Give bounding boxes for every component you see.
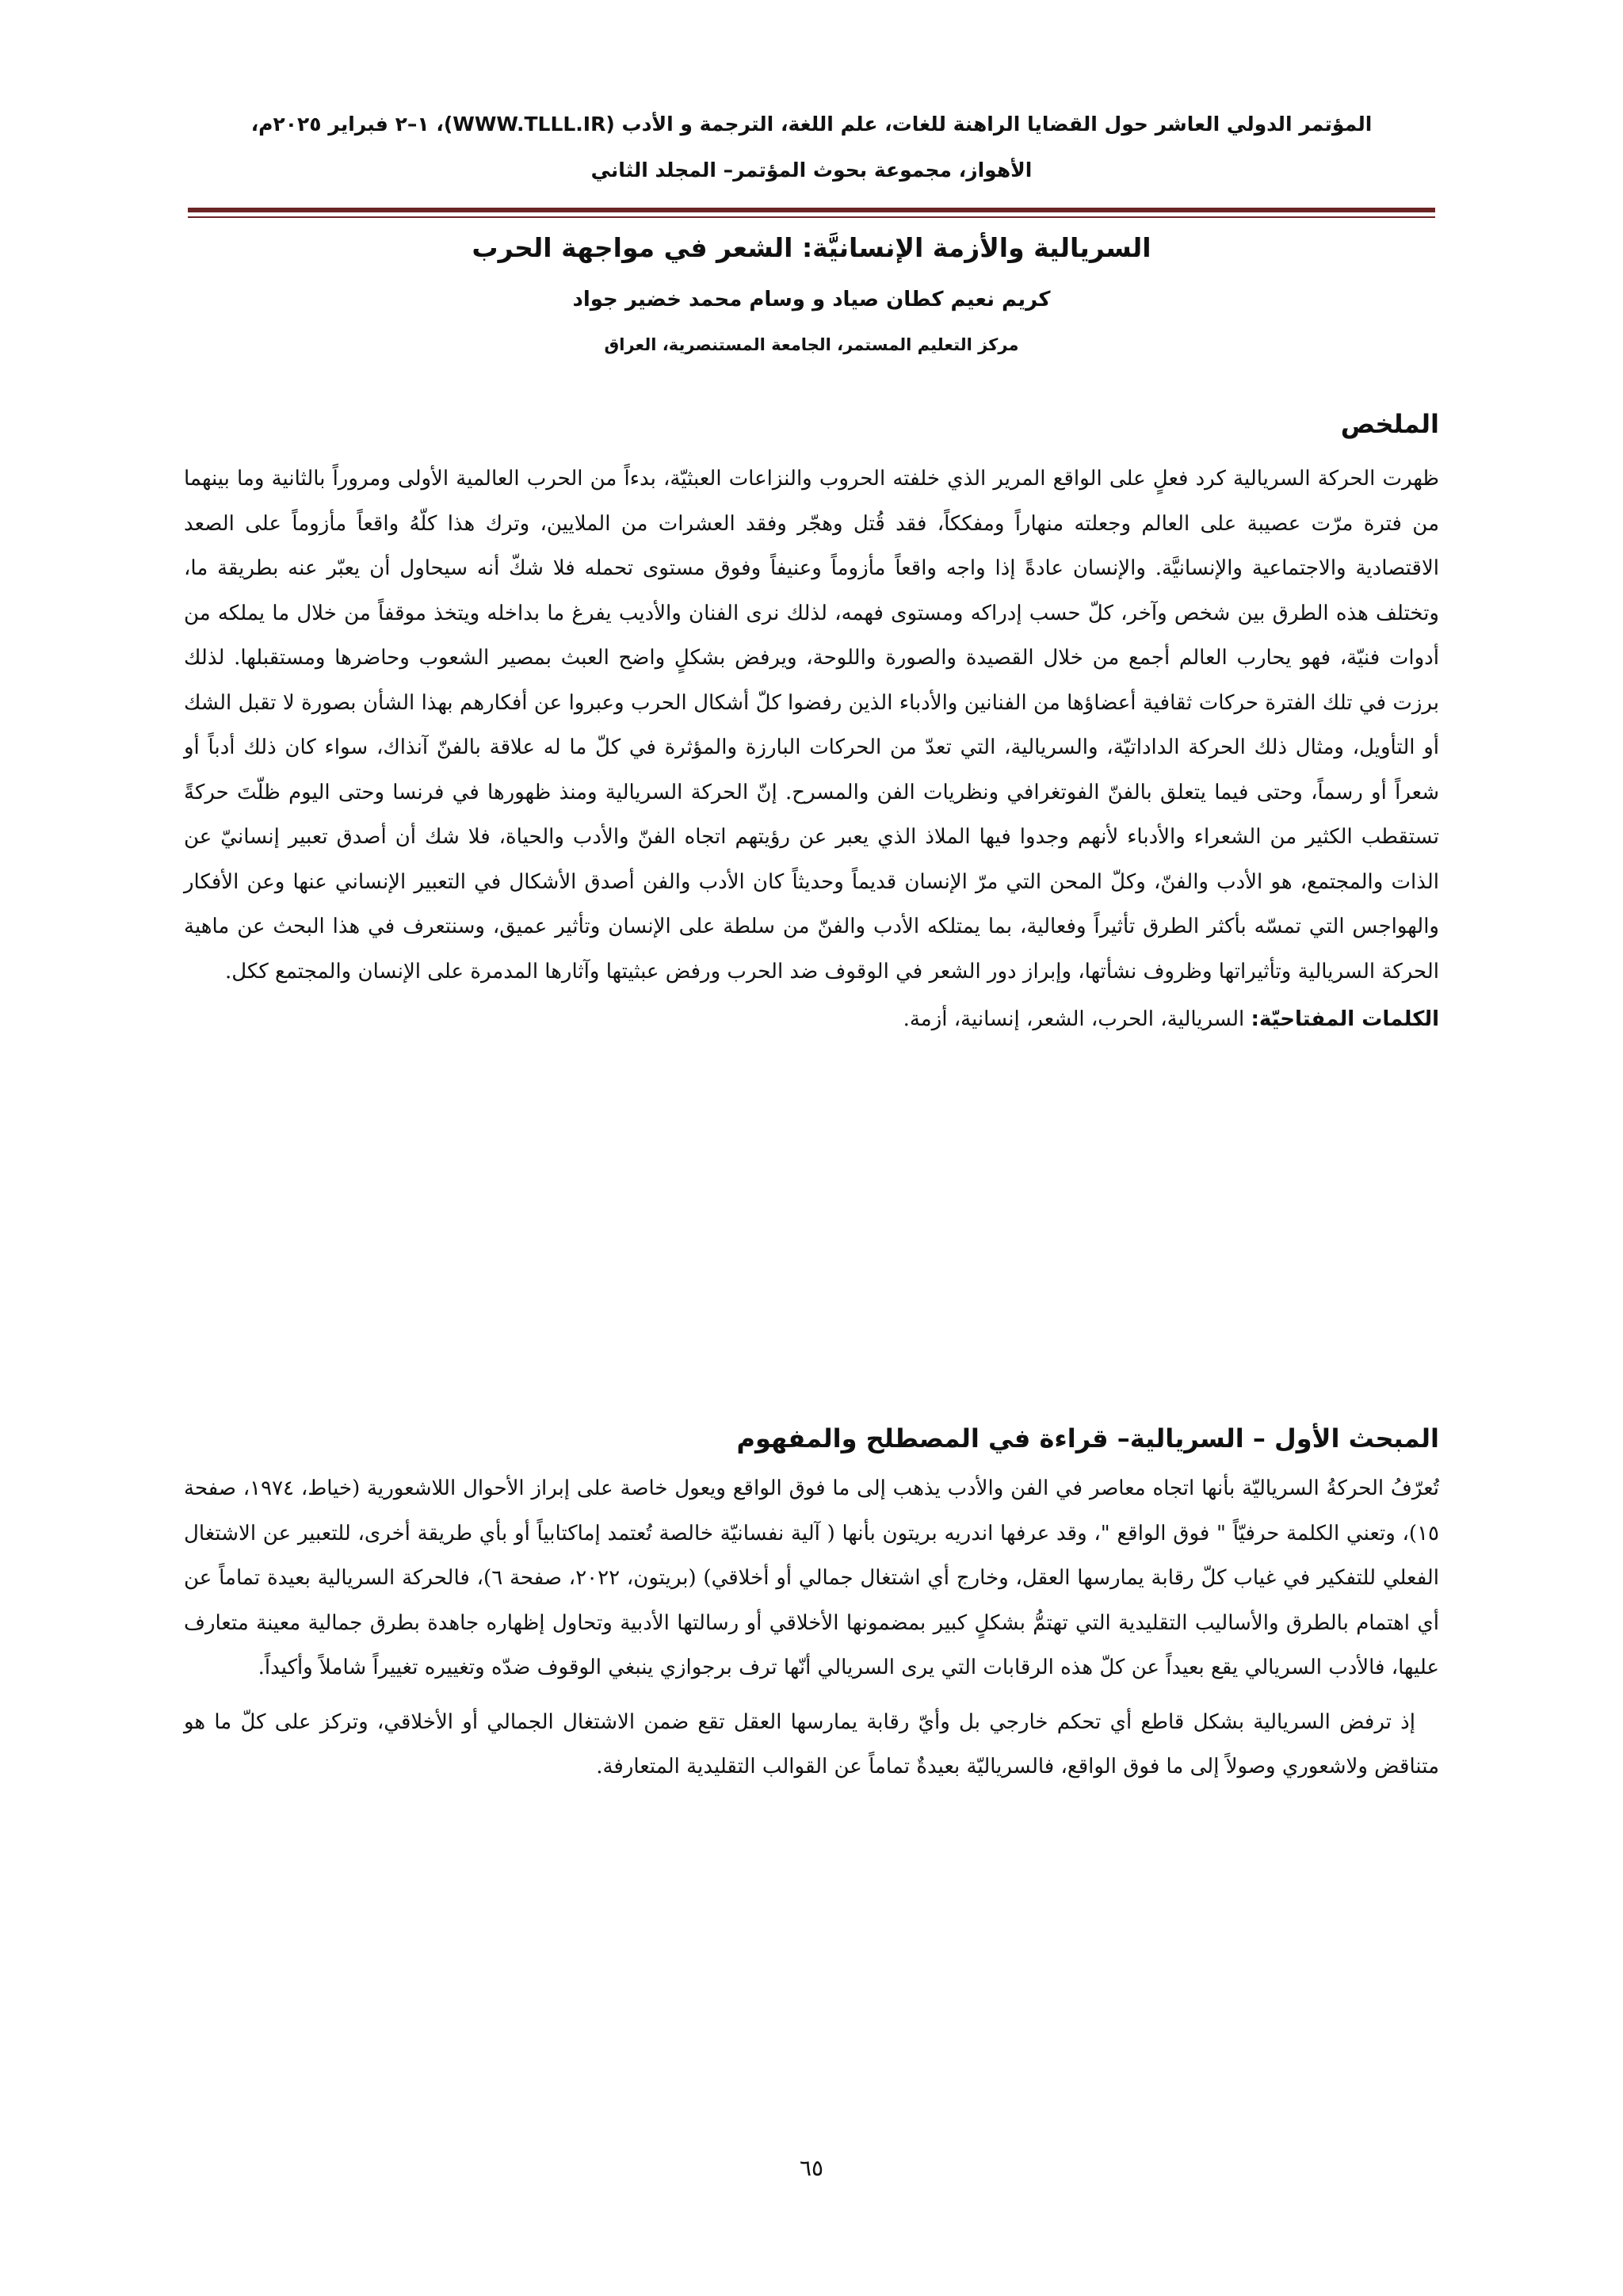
- title-block: [182, 220, 1441, 366]
- page-number: ٦٥: [799, 2155, 824, 2181]
- paper-affiliation: مركز التعليم المستمر، الجامعة المستنصرية، العراق: [604, 335, 1019, 354]
- abstract-heading: الملخص: [1340, 409, 1439, 439]
- keywords-label: الكلمات المفتاحيّة:: [1251, 1007, 1439, 1031]
- header-rule-thick: [188, 208, 1435, 212]
- running-header: [119, 101, 1504, 193]
- abstract-section: [184, 457, 1439, 1042]
- paper-title: السريالية والأزمة الإنسانيَّة: الشعر في مواجهة الحرب: [472, 232, 1151, 263]
- keywords-list: السريالية، الحرب، الشعر، إنسانية، أزمة.: [903, 1007, 1251, 1031]
- keywords-line: [184, 997, 1439, 1042]
- section-one-heading: المبحث الأول – السريالية– قراءة في المصطلح والمفهوم: [736, 1423, 1439, 1454]
- paper-authors: كريم نعيم كطان صياد و وسام محمد خضير جواد: [572, 288, 1051, 311]
- running-header-line-1: المؤتمر الدولي العاشر حول القضايا الراهنة للغات، علم اللغة، الترجمة و الأدب (WWW.TLLL.IR)، ١–٢ فبراير ٢٠٢٥م،: [250, 113, 1373, 136]
- section-one-body: [184, 1466, 1439, 1790]
- abstract-paragraph: ظهرت الحركة السريالية كرد فعلٍ على الواقع المرير الذي خلفته الحروب والنزاعات العبثيّة، بدءاً من الحرب العالمية الأولى ومروراً بالثانية وما بينهما من فترة مرّت عصيبة على العالم وجعلته منهاراً ومفككاً، فقد قُتل وهجّر وفقد العشرات من الملايين، وترك هذا كلّهُ واقعاً مأزوماً على الصعد الاقتصادية والاجتماعية والإنسانيَّة. والإنسان عادةً إذا واجه واقعاً مأزوماً وعنيفاً وفوق مستوى تحمله فلا شكّ أنه سيحاول أن يعبّر عنه بطريقة ما، وتختلف هذه الطرق بين شخص وآخر، كلّ حسب إدراكه ومستوى فهمه، لذلك نرى الفنان والأديب يفرغ ما بداخله ويتخذ موقفاً من خلال ما يملكه من أدوات فنيّة، فهو يحارب العالم أجمع من خلال القصيدة والصورة واللوحة، ويرفض بشكلٍ واضح العبث بمصير الشعوب وحاضرها ومستقبلها. لذلك برزت في تلك الفترة حركات ثقافية أعضاؤها من الفنانين والأدباء الذين رفضوا كلّ أشكال الحرب وعبروا عن أفكارهم بهذا الشأن بصورة لا تقبل الشك أو التأويل، ومثال ذلك الحركة الداداتيّة، والسريالية، التي تعدّ من الحركات البارزة والمؤثرة في كلّ ما له علاقة بالفنّ آنذاك، سواء كان ذلك أدباً أو شعراً أو رسماً، وحتى فيما يتعلق بالفنّ الفوتغرافي ونظريات الفن والمسرح. إنّ الحركة السريالية ومنذ ظهورها في فرنسا وحتى اليوم ظلّتَ حركةً تستقطب الكثير من الشعراء والأدباء لأنهم وجدوا فيها الملاذ الذي يعبر عن رؤيتهم اتجاه الفنّ والأدب والحياة، فلا شك أن أصدق تعبير إنسانيّ عن الذات والمجتمع، هو الأدب والفنّ، وكلّ المحن التي مرّ الإنسان قديماً وحديثاً كان الأدب والفن أصدق الأشكال في التعبير الإنساني عنها وعن الأفكار والهواجس التي تمسّه بأكثر الطرق تأثيراً وفعالية، بما يمتلكه الأدب والفنّ من سلطة على الإنسان وتأثير عميق، وسنتعرف في هذا البحث عن ماهية الحركة السريالية وتأثيراتها وظروف نشأتها، وإبراز دور الشعر في الوقوف ضد الحرب ورفض عبثيتها وآثارها المدمرة على الإنسان والمجتمع ككل.: [184, 467, 1439, 984]
- section-one-paragraph-2: إذ ترفض السريالية بشكل قاطع أي تحكم خارجي بل وأيّ رقابة يمارسها العقل تقع ضمن الاشتغال الجمالي أو الأخلاقي، وتركز على كلّ ما هو متناقض ولاشعوري وصولاً إلى ما فوق الواقع، فالسرياليّة بعيدةٌ تماماً عن القوالب التقليدية المتعارفة.: [184, 1710, 1439, 1778]
- running-header-line-2: الأهواز، مجموعة بحوث المؤتمر– المجلد الثاني: [590, 159, 1033, 181]
- header-rule-thin: [188, 216, 1435, 218]
- section-one-paragraph-1: تُعرّفُ الحركةُ السرياليّة بأنها اتجاه معاصر في الفن والأدب يذهب إلى ما فوق الواقع ويعول خاصة على إبراز الأحوال اللاشعورية (خياط، ١٩٧٤، صفحة ١٥)، وتعني الكلمة حرفيّاً " فوق الواقع "، وقد عرفها اندريه بريتون بأنها ( آلية نفسانيّة خالصة تُعتمد إماكتابياً أو بأي طريقة أخرى، للتعبير عن الاشتغال الفعلي للتفكير في غياب كلّ رقابة يمارسها العقل، وخارج أي اشتغال جمالي أو أخلاقي) (بريتون، ٢٠٢٢، صفحة ٦)، فالحركة السريالية بعيدة تماماً عن أي اهتمام بالطرق والأساليب التقليدية التي تهتمُّ بشكلٍ كبير بمضمونها الأخلاقي أو رسالتها الأدبية وتحاول إظهاره جاهدة بطرق جمالية معينة متعارف عليها، فالأدب السريالي يقع بعيداً عن كلّ هذه الرقابات التي يرى السريالي أنّها ترف برجوازي ينبغي الوقوف ضدّه وتغييره تغييراً شاملاً وأكيداً.: [184, 1477, 1440, 1679]
